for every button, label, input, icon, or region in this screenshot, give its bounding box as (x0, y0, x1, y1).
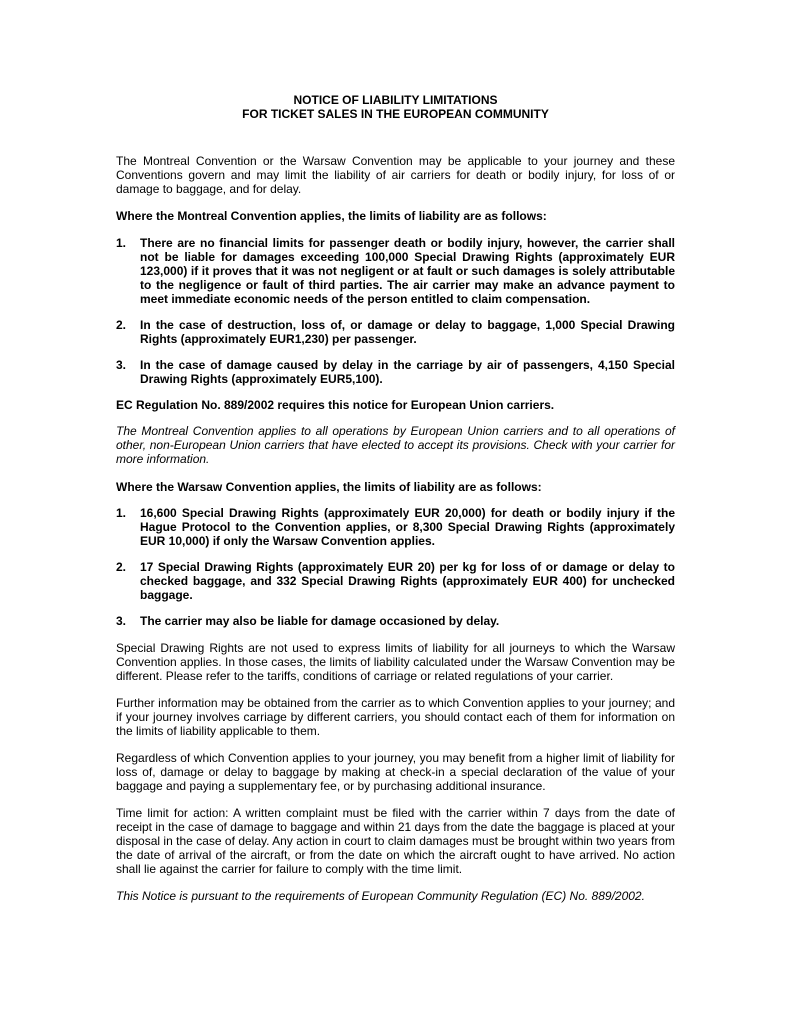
document-title-line-1: NOTICE OF LIABILITY LIMITATIONS (293, 93, 498, 107)
montreal-applicability-note: The Montreal Convention applies to all operations by European Union carriers and to all operations of other, non-European Union carriers that have elected to accept its provisions. Check with your carrier for more information. (116, 424, 675, 466)
list-item-text: There are no financial limits for passenger death or bodily injury, however, the carrier shall not be liable for damages exceeding 100,000 Special Drawing Rights (approximately EUR 123,000) if it proves that it was not negligent or at fault or such damages is solely attributable to the negligence or fault of third parties. The air carrier may make an advance payment to meet immediate economic needs of the person entitled to claim compensation. (140, 236, 675, 306)
list-item (116, 358, 675, 386)
list-item (116, 236, 675, 306)
document-title-line-2: FOR TICKET SALES IN THE EUROPEAN COMMUNITY (242, 107, 549, 121)
list-item (116, 318, 675, 346)
list-item-number: 1. (116, 236, 127, 250)
intro-paragraph: The Montreal Convention or the Warsaw Convention may be applicable to your journey and these Conventions govern and may limit the liability of air carriers for death or bodily injury, for loss of or damage to baggage, and for delay. (116, 154, 675, 196)
list-item (116, 614, 675, 628)
montreal-heading: Where the Montreal Convention applies, the limits of liability are as follows: (116, 209, 547, 223)
regulation-footer-note: This Notice is pursuant to the requirements of European Community Regulation (EC) No. 889/2002. (116, 889, 645, 903)
list-item-text: 16,600 Special Drawing Rights (approximately EUR 20,000) for death or bodily injury if the Hague Protocol to the Convention applies, or 8,300 Special Drawing Rights (approximately EUR 10,000) if only the Warsaw Convention applies. (140, 506, 675, 548)
list-item-number: 2. (116, 318, 127, 332)
list-item (116, 506, 675, 548)
warsaw-limits-list (116, 506, 675, 628)
montreal-limits-list (116, 236, 675, 386)
list-item (116, 560, 675, 602)
list-item-text: The carrier may also be liable for damage occasioned by delay. (140, 614, 500, 628)
list-item-text: In the case of damage caused by delay in the carriage by air of passengers, 4,150 Special Drawing Rights (approximately EUR5,100). (140, 358, 675, 386)
list-item-number: 1. (116, 506, 127, 520)
supplementary-declaration-paragraph: Regardless of which Convention applies to your journey, you may benefit from a higher limit of liability for loss of, damage or delay to baggage by making at check-in a special declaration of the value of your baggage and paying a supplementary fee, or by purchasing additional insurance. (116, 751, 675, 793)
warsaw-heading: Where the Warsaw Convention applies, the limits of liability are as follows: (116, 480, 542, 494)
list-item-text: 17 Special Drawing Rights (approximately EUR 20) per kg for loss of or damage or delay to checked baggage, and 332 Special Drawing Rights (approximately EUR 400) for unchecked baggage. (140, 560, 675, 602)
list-item-text: In the case of destruction, loss of, or damage or delay to baggage, 1,000 Special Drawing Rights (approximately EUR1,230) per passenger. (140, 318, 675, 346)
list-item-number: 3. (116, 358, 127, 372)
time-limit-paragraph: Time limit for action: A written complaint must be filed with the carrier within 7 days from the date of receipt in the case of damage to baggage and within 21 days from the date the baggage is placed at your disposal in the case of delay. Any action in court to claim damages must be brought within two years from the date of arrival of the aircraft, or from the date on which the aircraft ought to have arrived. No action shall lie against the carrier for failure to comply with the time limit. (116, 806, 675, 876)
list-item-number: 3. (116, 614, 127, 628)
sdr-note-paragraph: Special Drawing Rights are not used to express limits of liability for all journeys to which the Warsaw Convention applies. In those cases, the limits of liability calculated under the Warsaw Convention may be different. Please refer to the tariffs, conditions of carriage or related regulations of your carrier. (116, 641, 675, 683)
document-page (116, 93, 675, 903)
list-item-number: 2. (116, 560, 127, 574)
ec-regulation-notice: EC Regulation No. 889/2002 requires this notice for European Union carriers. (116, 398, 555, 412)
further-info-paragraph: Further information may be obtained from the carrier as to which Convention applies to your journey; and if your journey involves carriage by different carriers, you should contact each of them for information on the limits of liability applicable to them. (116, 696, 675, 738)
